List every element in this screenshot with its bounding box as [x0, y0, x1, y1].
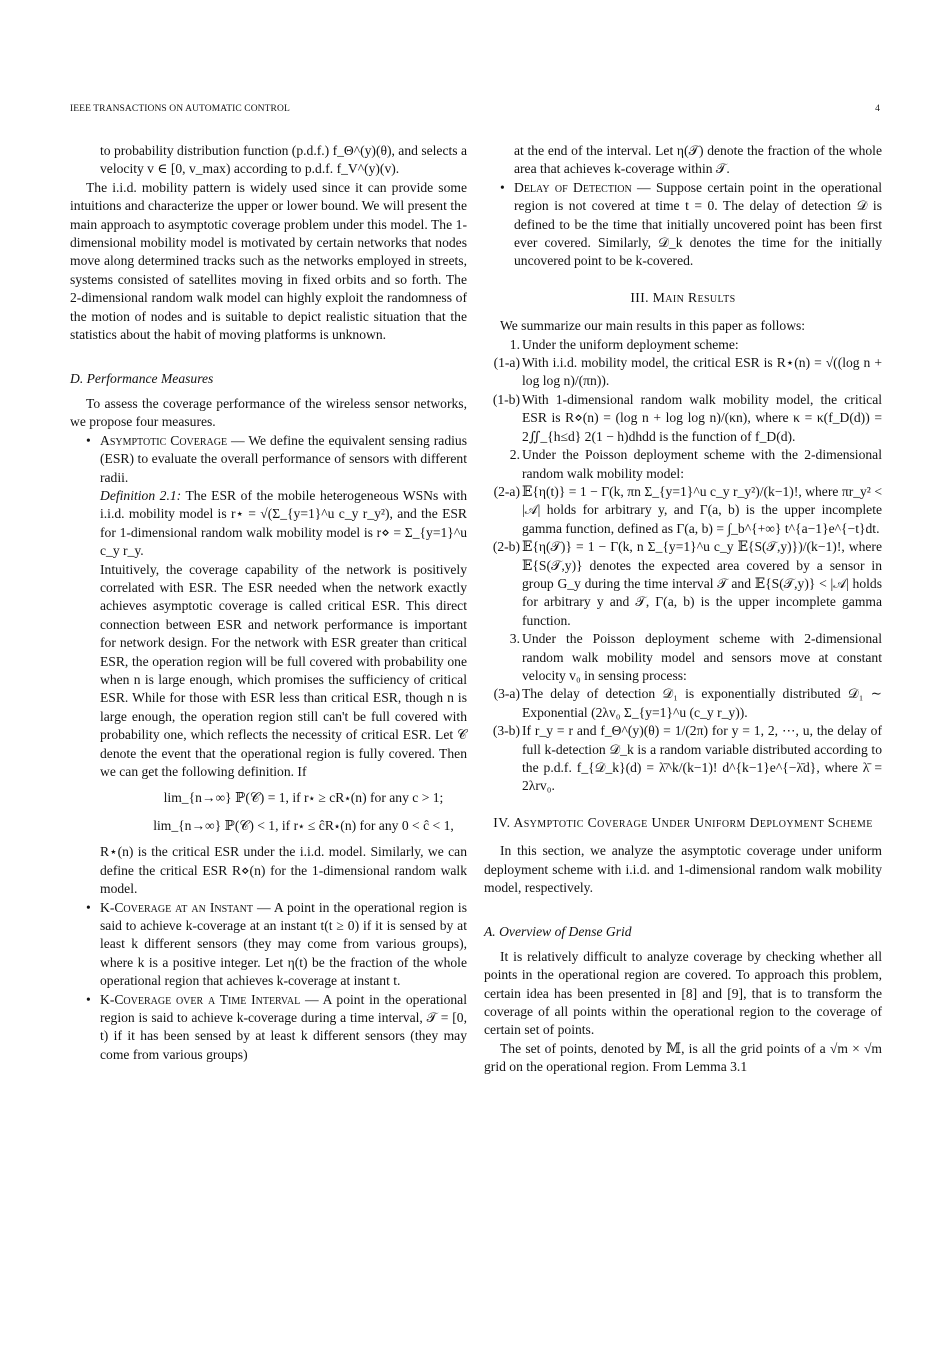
section-heading-main-results: III. Main Results: [630, 289, 736, 305]
result-text: Under the Poisson deployment scheme with 2-dimensional random walk mobility model and sensors move at constant velocity v₀ in sensing process:: [522, 631, 882, 683]
result-label: 3.: [509, 631, 520, 647]
result-text: The delay of detection 𝒟₁ is exponentially distributed 𝒟₁ ∼ Exponential (2λv₀ Σ_{y=1}^u (c_y r_y)).: [522, 686, 882, 720]
term-asymptotic-coverage: Asymptotic Coverage: [100, 432, 228, 448]
result-label: (3-b): [492, 723, 520, 739]
section-heading-asymptotic: IV. Asymptotic Coverage Under Uniform Deployment Scheme: [493, 814, 873, 830]
result-text: 𝔼{η(𝒯)} = 1 − Γ(k, n Σ_{y=1}^u c_y 𝔼{S(𝒯,y)})/(k−1)!, where 𝔼{S(𝒯,y)} denotes the expected area covered by a sensor in group G_y during the time interval 𝒯 and 𝔼{S(𝒯,y)} < |𝒜| holds for arbitrary y and 𝒯, Γ(a, b) is the upper incomplete gamma function.: [522, 539, 882, 628]
iid-paragraph: The i.i.d. mobility pattern is widely used since it can provide some intuitions and characterize the upper or lower bound. We will present the main approach to asymptotic coverage problem under this model. The 1-dimensional mobility model is motivated by certain networks that nodes move along determined tracks such as the networks employed in streets, systems consisted of satellites moving in fixed orbits and so forth. The 2-dimensional random walk model can highly exploit the randomness of the motion of nodes and is suitable to depict realistic situation that the statistics about the habit of moving platforms is unknown.: [70, 179, 467, 343]
result-label: 1.: [509, 336, 520, 352]
page-number: 4: [875, 104, 880, 114]
equation-2: lim_{n→∞} ℙ(𝒞) < 1, if r⋆ ≤ ĉR⋆(n) for any 0 < ĉ < 1,: [153, 818, 454, 834]
term-text: — We define the equivalent sensing radius (ESR) to evaluate the overall performance of sensors with different radii.: [100, 432, 467, 485]
dense-grid-paragraph-2: The set of points, denoted by 𝕄, is all the grid points of a √m × √m grid on the operational region. From Lemma 3.1: [484, 1040, 882, 1075]
list-item: [70, 432, 467, 899]
intuition-paragraph: Intuitively, the coverage capability of the network is positively correlated with ESR. The ESR needed when the network exactly achieves asymptotic coverage is called critical ESR. This direct connection between ESR and network performance is important for network design. For the network with ESR greater than critical ESR, the operation region will be full covered with probability one when n is large enough, which promises the sufficiency of critical ESR. While for those with ESR less than critical ESR, though n is large enough, the operation region still can't be full covered with probability one, which reflects the necessity of critical ESR. Let 𝒞 denote the event that the operational region is fully covered. Then we can get the following definition. If: [100, 561, 467, 779]
definition-label: Definition 2.1:: [100, 487, 182, 503]
result-text: 𝔼{η(t)} = 1 − Γ(k, πn Σ_{y=1}^u c_y r_y²)/(k−1)!, where πr_y² < |𝒜| holds for arbitrary y, and Γ(a, b) is the upper incomplete gamma function, defined as Γ(a, b) = ∫_b^{+∞} t^{a−1}e^{−t}dt.: [522, 483, 882, 536]
journal-title: IEEE TRANSACTIONS ON AUTOMATIC CONTROL: [70, 104, 290, 114]
right-column: [484, 142, 882, 1077]
result-item: [484, 722, 882, 796]
result-label: (2-b): [492, 539, 520, 555]
result-label: 2.: [509, 447, 520, 463]
running-head: [70, 104, 880, 114]
result-item: [484, 336, 882, 354]
result-text: Under the Poisson deployment scheme with the 2-dimensional random walk mobility model:: [522, 447, 882, 481]
result-text: With i.i.d. mobility model, the critical ESR is R⋆(n) = √((log n + log log n)/(πn)).: [522, 355, 882, 389]
result-item: [484, 538, 882, 630]
section-heading-dense-grid: A. Overview of Dense Grid: [484, 924, 632, 940]
list-item: [70, 899, 467, 991]
result-item: [484, 483, 882, 538]
performance-paragraph: To assess the coverage performance of the wireless sensor networks, we propose four measures.: [70, 395, 467, 430]
list-item: [70, 991, 467, 1065]
left-column: [70, 142, 467, 1064]
term-text: — A point in the operational region is said to achieve k-coverage at an instant t(t ≥ 0) if it is sensed by at least k different sensors (they may come from various groups), where k is a positive integer. Let η(t) be the fraction of the whole operational region that achieves k-coverage at instant t.: [100, 899, 468, 989]
results-list: [484, 336, 882, 796]
result-item: [484, 630, 882, 685]
result-text: Under the uniform deployment scheme:: [522, 336, 739, 352]
term-text: — Suppose certain point in the operational region is not covered at time t = 0. The delay of detection 𝒟 is defined to be the time that initially uncovered point has been first ever covered. Similarly, 𝒟_k denotes the time for the initially uncovered point to be k-covered.: [514, 179, 882, 269]
result-text: If r_y = r and f_Θ^(y)(θ) = 1/(2π) for y = 1, 2, ⋯, u, the delay of full k-detection 𝒟_k is a random variable distributed according to the p.d.f. f_{𝒟_k}(d) = λ̄^k/(k−1)! d^{k−1}e^{−λ̄d}, where λ̄ = 2λrv₀.: [522, 723, 882, 794]
result-item: [484, 391, 882, 446]
measures-list: [70, 432, 467, 1065]
definition-block: [100, 487, 467, 561]
dense-grid-paragraph-1: It is relatively difficult to analyze coverage by checking whether all points in the operational region are covered. To approach this problem, certain idea has been presented in [8] and [9], that is to transform the coverage of all points within the operational region to the coverage of certain set of points.: [484, 948, 882, 1038]
result-item: [484, 354, 882, 391]
result-label: (3-a): [493, 686, 520, 702]
result-label: (1-a): [493, 355, 520, 371]
term-k-coverage-interval: K-Coverage over a Time Interval: [100, 991, 301, 1007]
bullet-continuation: at the end of the interval. Let η(𝒯) denote the fraction of the whole area that achieves k-coverage within 𝒯.: [514, 143, 882, 177]
result-item: [484, 685, 882, 722]
result-label: (2-a): [493, 483, 520, 499]
section-heading-performance: D. Performance Measures: [70, 371, 214, 387]
asymptotic-intro: In this section, we analyze the asymptotic coverage under uniform deployment scheme with i.i.d. and 1-dimensional random walk mobility model, respectively.: [484, 843, 882, 896]
after-equation-paragraph: R⋆(n) is the critical ESR under the i.i.d. model. Similarly, we can define the critical ESR R⋄(n) for the 1-dimensional random walk model.: [100, 844, 467, 897]
result-text: With 1-dimensional random walk mobility model, the critical ESR is R⋄(n) = (log n + log log n)/(κn), where κ = κ(f_D(d)) = 2∬_{h≤d} 2(1 − h)dhdd is the function of f_D(d).: [522, 391, 882, 444]
term-text: — A point in the operational region is said to achieve k-coverage during a time interval, 𝒯 = [0, t) if it has been sensed by at least k different sensors (they may come from various groups): [100, 991, 467, 1062]
result-item: [484, 446, 882, 483]
main-results-intro: We summarize our main results in this paper as follows:: [500, 318, 806, 334]
result-label: (1-b): [492, 391, 520, 407]
list-item: [484, 179, 882, 271]
definition-text: The ESR of the mobile heterogeneous WSNs with i.i.d. mobility model is r⋆ = √(Σ_{y=1}^u c_y r_y²), and the ESR for 1-dimensional random walk mobility model is r⋄ = Σ_{y=1}^u c_y r_y.: [100, 487, 468, 559]
term-k-coverage-instant: K-Coverage at an Instant: [100, 899, 254, 915]
equation-1: lim_{n→∞} ℙ(𝒞) = 1, if r⋆ ≥ cR⋆(n) for any c > 1;: [163, 790, 444, 806]
bullet-continuation: to probability distribution function (p.d.f.) f_Θ^(y)(θ), and selects a velocity v ∈ [0, v_max) according to p.d.f. f_V^(y)(v).: [100, 143, 467, 177]
term-delay-detection: Delay of Detection: [514, 179, 632, 195]
measures-list-continued: [484, 179, 882, 271]
